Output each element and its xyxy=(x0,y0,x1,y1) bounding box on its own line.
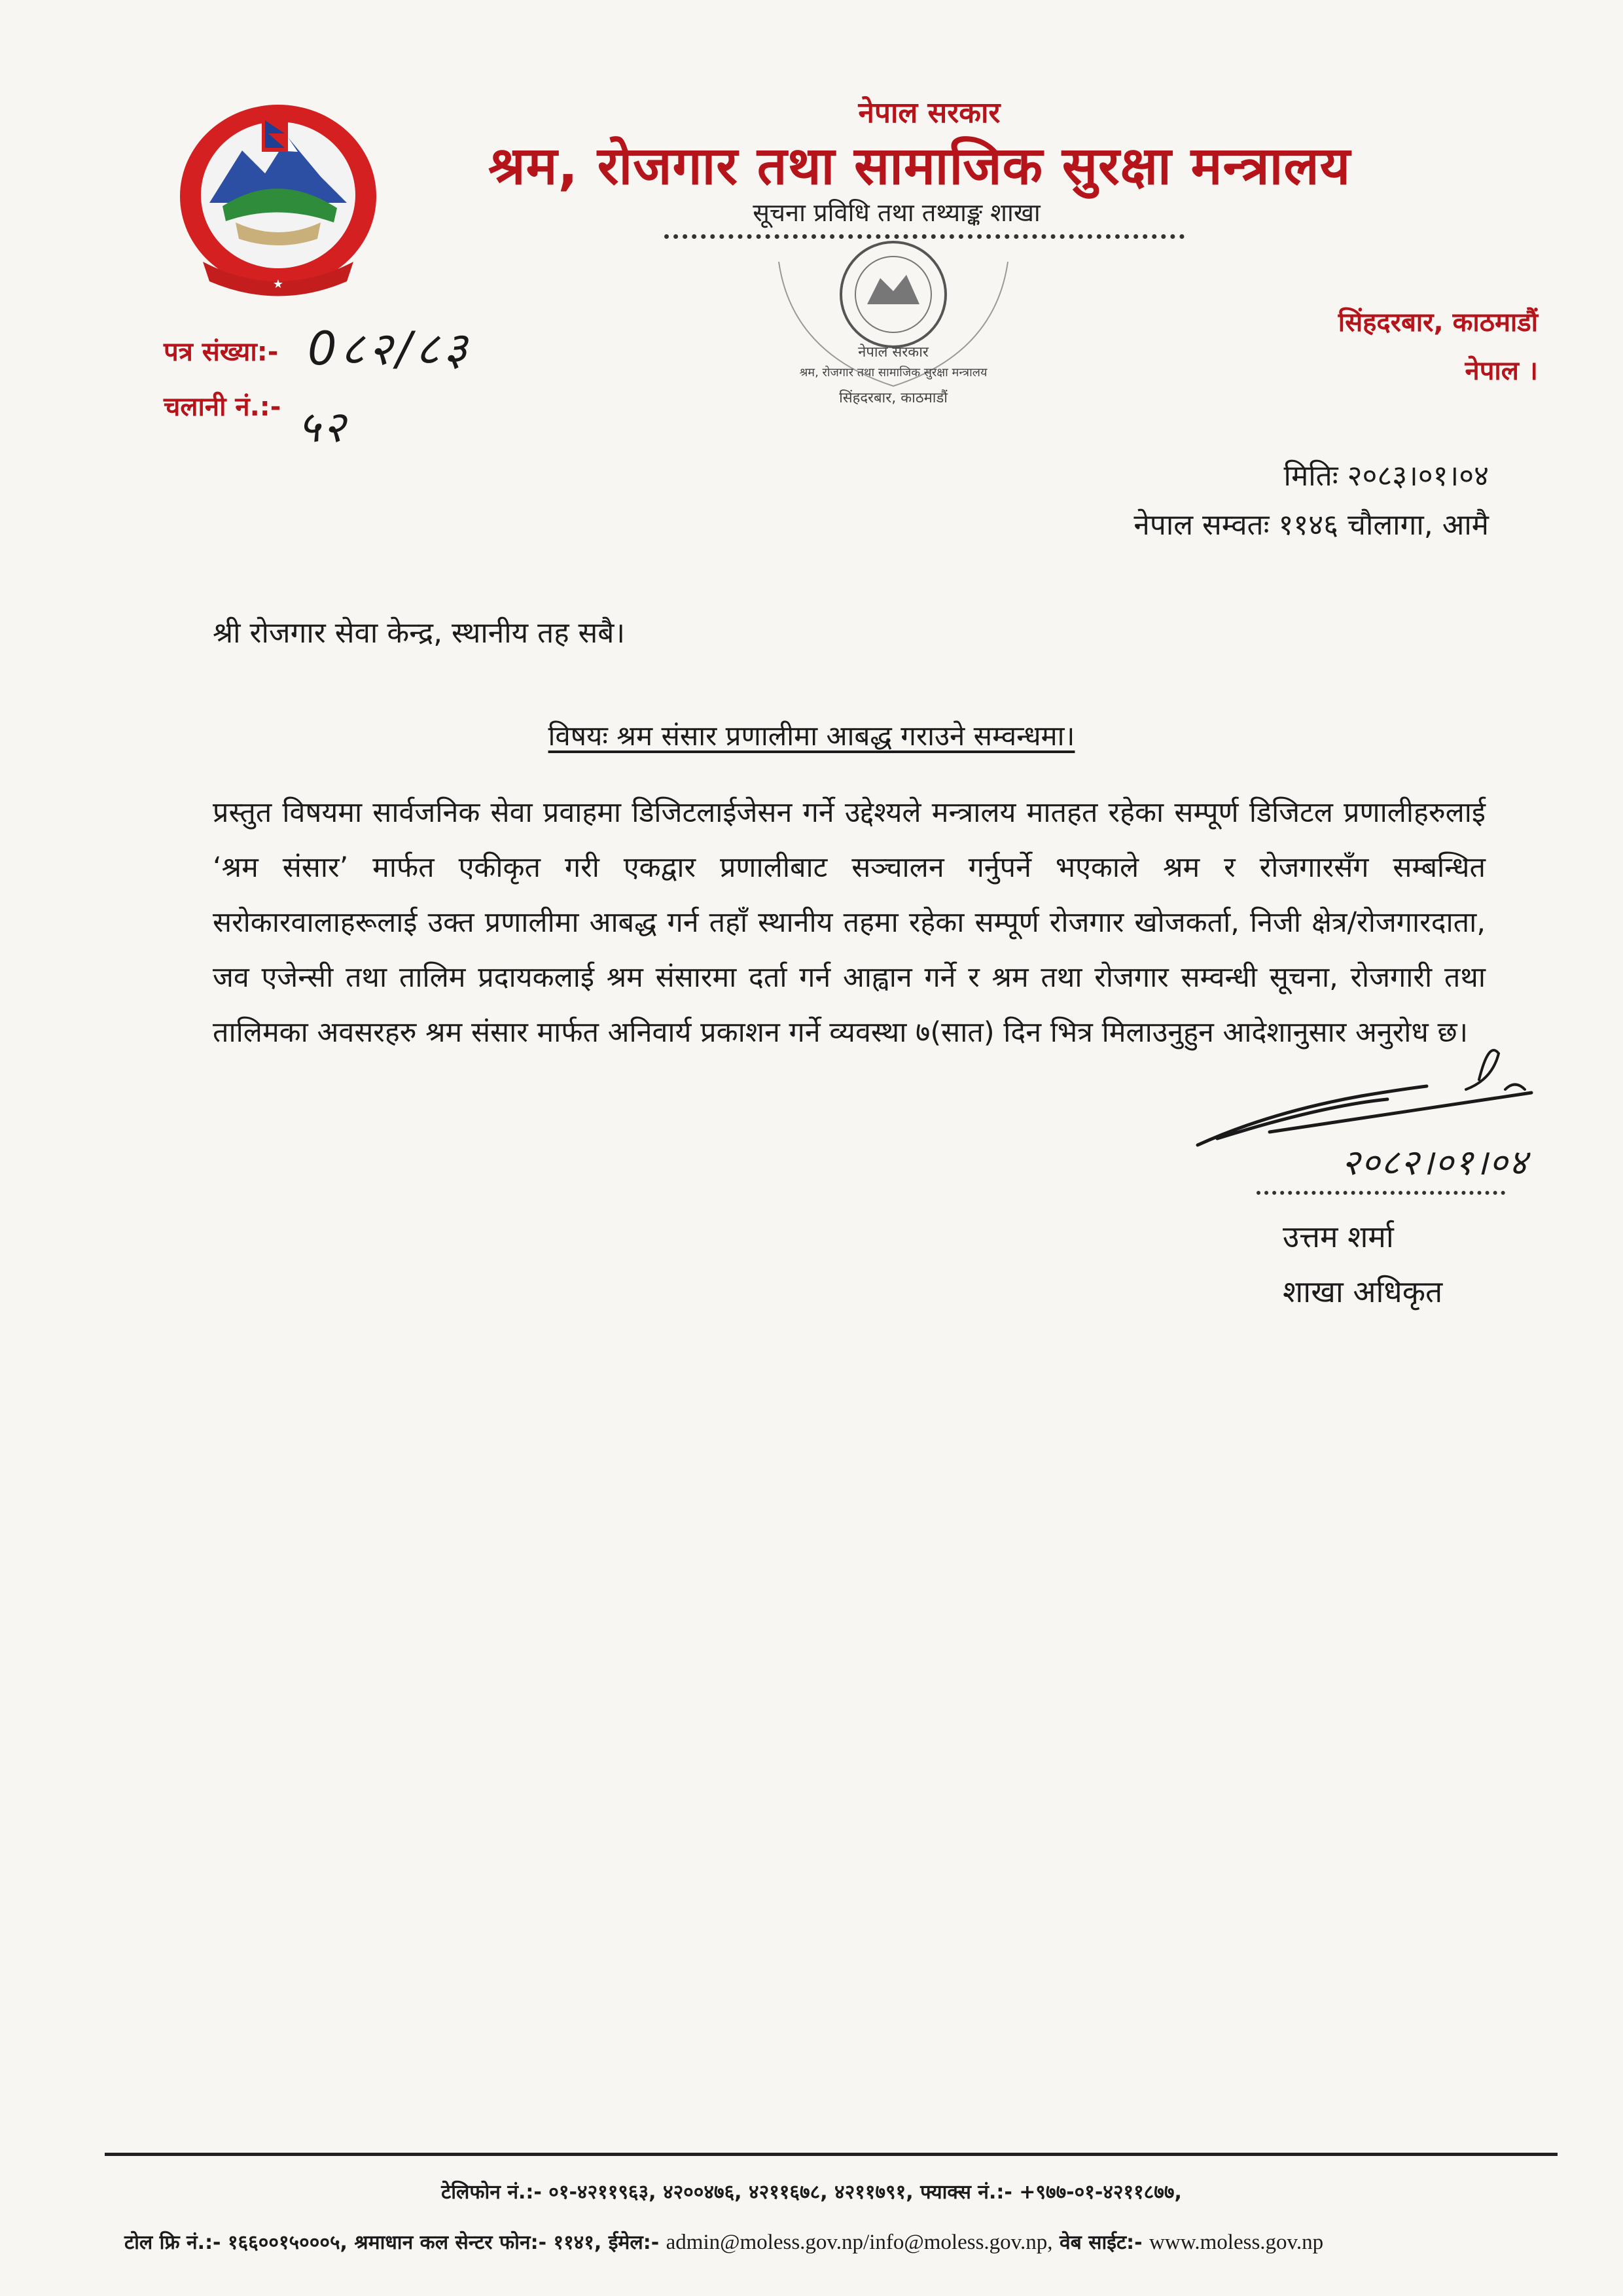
section-name: सूचना प्रविधि तथा तथ्याङ्क शाखा xyxy=(753,198,1041,227)
footer-divider xyxy=(105,2153,1558,2156)
dispatch-no-label: चलानी नं.:- xyxy=(164,392,281,422)
signatory-name: उत्तम शर्मा xyxy=(1283,1219,1394,1254)
svg-text:★: ★ xyxy=(272,277,284,291)
nepal-emblem-icon xyxy=(157,92,399,308)
letter-no-label: पत्र संख्या:- xyxy=(164,337,279,367)
signatory-designation: शाखा अधिकृत xyxy=(1283,1274,1443,1309)
seal-text-government: नेपाल सरकार xyxy=(858,344,929,361)
footer-website-label: वेब साईट:- xyxy=(1059,2231,1143,2254)
ministry-name: श्रम, रोजगार तथा सामाजिक सुरक्षा मन्त्रालय xyxy=(488,135,1351,196)
footer-tollfree-text: टोल फ्रि नं.:- १६६००१५०००५, श्रमाधान कल सेन्टर फोन:- ११४१, ईमेल:- xyxy=(124,2231,660,2254)
letter-date: मितिः २०८३।०१।०४ xyxy=(1283,459,1489,493)
letter-body: प्रस्तुत विषयमा सार्वजनिक सेवा प्रवाहमा डिजिटलाईजेसन गर्ने उद्देश्यले मन्त्रालय मातहत रहेका सम्पूर्ण डिजिटल प्रणालीहरुलाई ‘श्रम संसार’ मार्फत एकीकृत गरी एकद्वार प्रणालीबाट सञ्चालन गर्नुपर्ने भएकाले श्रम र रोजगारसँग सम्बन्धित सरोकारवालाहरूलाई उक्त प्रणालीमा आबद्ध गर्न तहाँ स्थानीय तहमा रहेका सम्पूर्ण रोजगार खोजकर्ता, निजी क्षेत्र/रोजगारदाता, जव एजेन्सी तथा तालिम प्रदायकलाई श्रम संसारमा दर्ता गर्न आह्वान गर्ने र श्रम तथा रोजगार सम्वन्धी सूचना, रोजगारी तथा तालिमका अवसरहरु श्रम संसार मार्फत अनिवार्य प्रकाशन गर्ने व्यवस्था ७(सात) दिन भित्र मिलाउनुहुन आदेशानुसार अनुरोध छ। xyxy=(213,796,1486,1049)
recipient: श्री रोजगार सेवा केन्द्र, स्थानीय तह सबै। xyxy=(213,616,626,650)
footer-email: admin@moless.gov.np/info@moless.gov.np, xyxy=(666,2231,1053,2254)
footer-website: www.moless.gov.np xyxy=(1149,2231,1324,2254)
nepal-sambat-date: नेपाल सम्वतः ११४६ चौलागा, आमै xyxy=(1133,508,1489,542)
footer-phone-line: टेलिफोन नं.:- ०१-४२११९६३, ४२००४७६, ४२११६७८, ४२११७९१, फ्याक्स नं.:- +९७७-०१-४२११८७७, xyxy=(441,2181,1182,2204)
signature-icon xyxy=(1191,1034,1558,1184)
dispatch-no-handwritten: ५२ xyxy=(298,402,348,452)
government-name: नेपाल सरकार xyxy=(858,96,1001,130)
address-line-2: नेपाल । xyxy=(1465,356,1538,386)
subject-text: विषयः श्रम संसार प्रणालीमा आबद्ध गराउने सम्वन्धमा। xyxy=(548,720,1075,752)
seal-text-ministry: श्रम, रोजगार तथा सामाजिक सुरक्षा मन्त्रालय xyxy=(799,366,988,380)
subject-line xyxy=(0,716,1623,754)
address-line-1: सिंहदरबार, काठमाडौं xyxy=(1338,308,1538,338)
office-seal-icon xyxy=(740,222,1047,419)
signature-dotted-line xyxy=(1257,1191,1505,1195)
signature-date: २०८२।०१।०४ xyxy=(1342,1142,1529,1183)
office-address xyxy=(1338,298,1538,395)
letter-no-handwritten: 0८२/८३ xyxy=(308,322,471,376)
seal-text-location: सिंहदरबार, काठमाडौं xyxy=(839,390,948,406)
footer-contact-line xyxy=(124,2228,1551,2255)
